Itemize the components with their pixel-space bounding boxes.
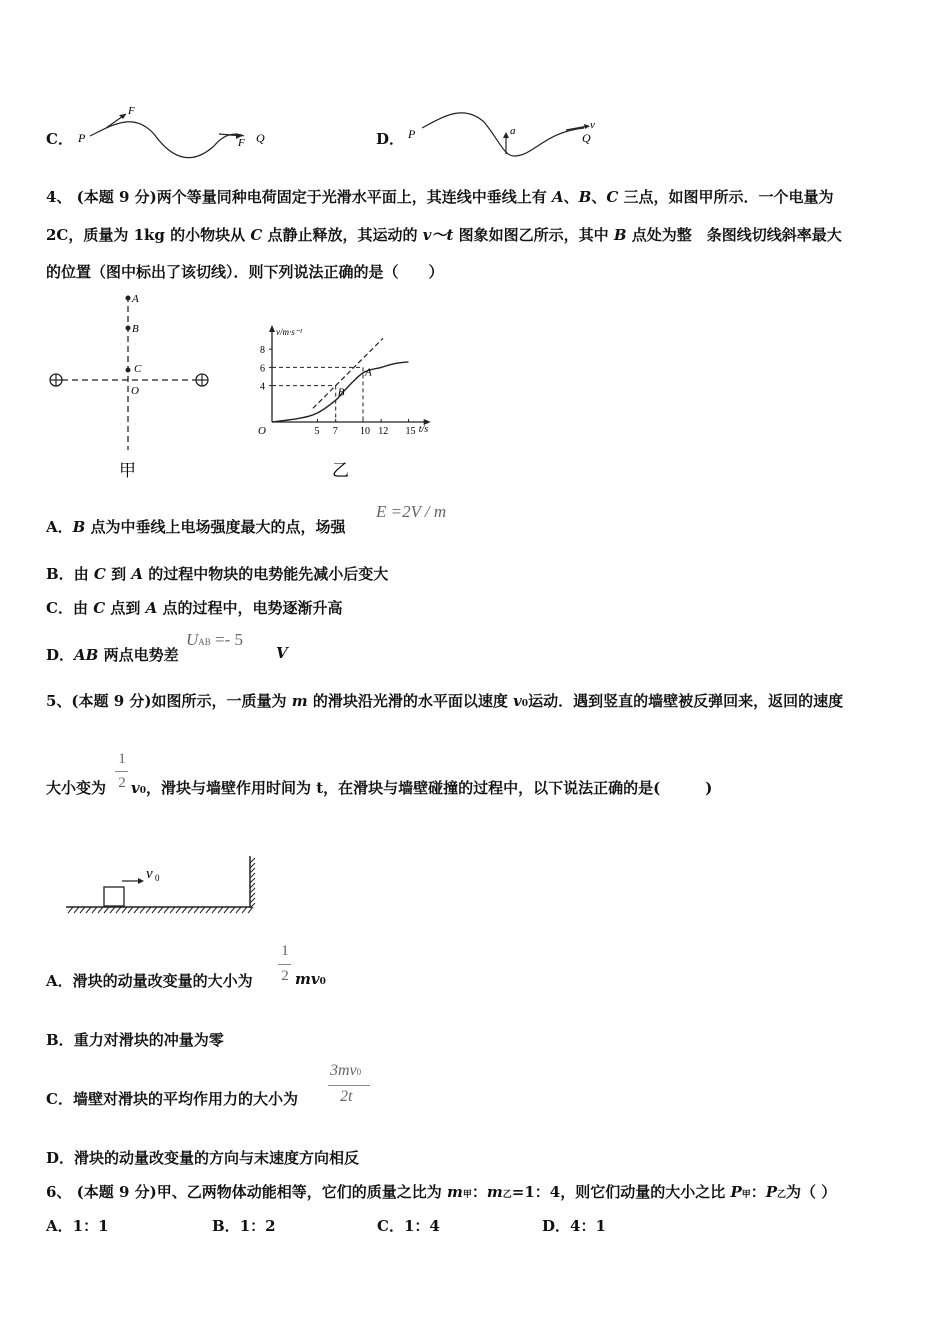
hatch-mark: [164, 907, 169, 913]
q5-frac-num: 1: [118, 751, 126, 767]
label-v0: v: [146, 866, 153, 882]
hatch-mark: [116, 907, 121, 913]
path-curve: [422, 113, 584, 156]
fraction-bar: [278, 964, 291, 965]
label-p: P: [408, 127, 416, 141]
x-tick-label: 7: [332, 426, 338, 437]
hatch-mark: [140, 907, 145, 913]
q5-c-denominator: 2t: [340, 1088, 353, 1105]
hatch-mark: [80, 907, 85, 913]
fraction-bar: [328, 1085, 370, 1086]
hatch-mark: [242, 907, 247, 913]
x-tick-label: 5: [314, 426, 320, 437]
x-axis-label: t/s: [418, 424, 429, 435]
figure-caption: 甲: [119, 461, 136, 480]
hatch-mark: [134, 907, 139, 913]
label-a: a: [510, 125, 516, 137]
hatch-mark: [218, 907, 223, 913]
label-c: C: [134, 363, 142, 375]
hatch-mark: [170, 907, 175, 913]
y-tick-label: 6: [260, 363, 265, 375]
hatch-mark: [98, 907, 103, 913]
x-tick-label: 12: [378, 426, 389, 437]
fraction-bar: [115, 771, 128, 772]
q5-option-c: C．墙壁对滑块的平均作用力的大小为: [46, 1090, 298, 1108]
q5-line2: v0，滑块与墙壁作用时间为 t，在滑块与墙壁碰撞的过程中，以下说法正确的是( ): [131, 779, 713, 797]
q5-c-numerator: 3mv0: [330, 1062, 362, 1079]
hatch-mark: [182, 907, 187, 913]
q4-line1: 4、 (本题 9 分)两个等量同种电荷固定于光滑水平面上，其连线中垂线上有 A、B、C 三点，如图甲所示．一个电量为: [46, 188, 834, 206]
q5-line2-a: 大小变为: [46, 779, 107, 797]
label-p: P: [78, 131, 86, 145]
option-d-figure: [404, 104, 614, 164]
hatch-mark: [188, 907, 193, 913]
label-a: A: [365, 366, 372, 379]
label-b: B: [337, 386, 345, 399]
label-b: B: [132, 323, 139, 335]
hatch-mark: [200, 907, 205, 913]
q4-option-d-unit: V: [276, 644, 288, 662]
figure-jia: [40, 290, 230, 490]
y-axis-label: v/m·s⁻¹: [276, 327, 303, 337]
q5-option-a: A．滑块的动量改变量的大小为: [46, 972, 253, 990]
q6-option-b: B．1：2: [212, 1217, 276, 1235]
q4-option-a: A．B 点为中垂线上电场强度最大的点，场强: [46, 518, 346, 536]
tangent-line: [313, 338, 383, 408]
hatch-mark: [230, 907, 235, 913]
q5-option-b: B．重力对滑块的冲量为零: [46, 1031, 224, 1049]
hatch-mark: [122, 907, 127, 913]
q4-line3: 的位置（图中标出了该切线）．则下列说法正确的是（ ）: [46, 263, 444, 281]
q5-frac-den: 2: [118, 775, 126, 791]
hatch-mark: [86, 907, 91, 913]
q5-a-frac-num: 1: [281, 943, 289, 959]
label-v: v: [590, 119, 595, 131]
q5-line1: 5、(本题 9 分)如图所示，一质量为 m 的滑块沿光滑的水平面以速度 v0运动．遇到竖直的墙壁被反弹回来，返回的速度: [46, 692, 844, 710]
figure-block-wall: [60, 850, 270, 920]
label-q: Q: [256, 131, 265, 145]
q4-option-c: C．由 C 点到 A 点的过程中，电势逐渐升高: [46, 599, 343, 617]
q5-a-frac-den: 2: [281, 968, 289, 984]
label-f: F: [128, 105, 135, 117]
label-v0-sub: 0: [155, 873, 160, 883]
hatch-mark: [212, 907, 217, 913]
q6-option-a: A．1：1: [46, 1217, 109, 1235]
hatch-mark: [224, 907, 229, 913]
hatch-mark: [74, 907, 79, 913]
q6-stem: 6、 (本题 9 分)甲、乙两物体动能相等，它们的质量之比为 m甲：m乙=1：4，则它们动量的大小之比 P甲：P乙为（ ）: [46, 1183, 837, 1201]
y-axis-arrow: [269, 325, 275, 332]
label-f: F: [238, 137, 245, 149]
hatch-mark: [146, 907, 151, 913]
path-curve: [90, 122, 244, 158]
point-a: [126, 296, 131, 301]
hatch-mark: [110, 907, 115, 913]
label-q: Q: [582, 131, 591, 145]
hatch-mark: [206, 907, 211, 913]
x-tick-label: 15: [405, 426, 416, 437]
hatch-mark: [128, 907, 133, 913]
hatch-mark: [104, 907, 109, 913]
label-o: O: [131, 385, 139, 397]
q5-option-d: D．滑块的动量改变量的方向与末速度方向相反: [46, 1149, 360, 1167]
point-b: [126, 326, 131, 331]
slider-block: [104, 887, 124, 906]
q4-option-d-formula: UAB =- 5: [186, 630, 244, 649]
hatch-mark: [152, 907, 157, 913]
hatch-mark: [236, 907, 241, 913]
x-tick-label: 10: [360, 426, 370, 437]
figure-caption: 乙: [332, 461, 349, 480]
hatch-mark: [92, 907, 97, 913]
option-c-label: C．: [46, 130, 73, 148]
hatch-mark: [158, 907, 163, 913]
q6-option-d: D．4：1: [542, 1217, 606, 1235]
arrow-head: [138, 878, 144, 884]
q4-option-a-formula: E =2V / m: [376, 502, 447, 521]
q5-option-a-mv: mv0: [295, 970, 326, 988]
option-d-label: D．: [376, 130, 405, 148]
arrow-head: [503, 132, 509, 138]
hatch-mark: [176, 907, 181, 913]
hatch-mark: [194, 907, 199, 913]
hatch-mark: [68, 907, 73, 913]
q4-line2: 2C，质量为 1kg 的小物块从 C 点静止释放，其运动的 v～t 图象如图乙所示，其中 B 点处为整 条图线切线斜率最大: [46, 226, 842, 244]
y-tick-label: 4: [260, 381, 265, 393]
point-c: [126, 368, 131, 373]
q4-option-b: B．由 C 到 A 的过程中物块的电势能先减小后变大: [46, 565, 389, 583]
figure-yi-vt-chart: [250, 290, 450, 490]
q6-option-c: C．1：4: [377, 1217, 440, 1235]
q4-option-d: D．AB 两点电势差: [46, 646, 179, 664]
origin-label: O: [258, 425, 266, 437]
y-tick-label: 8: [260, 345, 265, 357]
option-c-figure: [74, 104, 274, 164]
label-a: A: [132, 293, 139, 305]
